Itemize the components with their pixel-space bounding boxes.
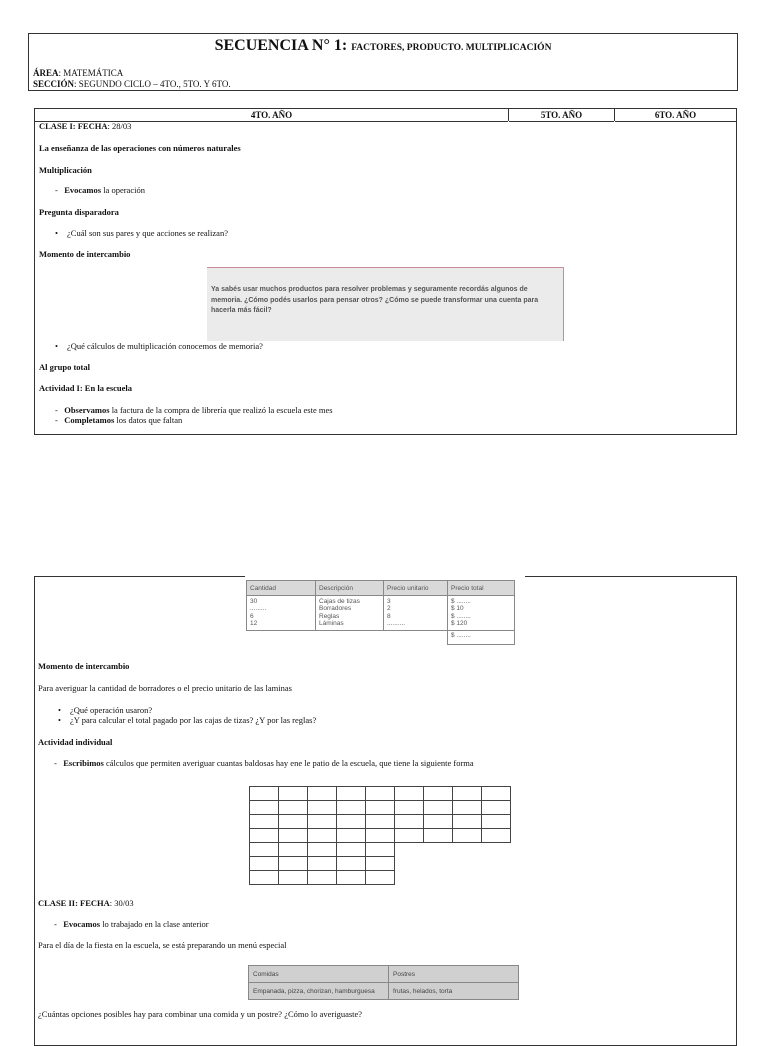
tile-cell [278, 786, 308, 801]
tile-cell [278, 842, 308, 857]
tile-cell [307, 814, 337, 829]
tile-cell [249, 786, 279, 801]
tile-cell [394, 786, 424, 801]
observamos-line: - Observamos la factura de la compra de librería que realizó la escuela este mes [55, 405, 333, 415]
tile-cell [423, 828, 453, 843]
menu-header-cell: Comidas [249, 966, 389, 983]
invoice-unit-cell: 3 2 8 .......... [384, 596, 448, 631]
column-header-5to: 5TO. AÑO [509, 109, 614, 122]
tile-cell [394, 814, 424, 829]
area-line: ÁREA: MATEMÁTICA [33, 68, 124, 78]
quote-text: Ya sabés usar muchos productos para resolver problemas y seguramente recordás algunos de memoria. ¿Cómo podés usarlos para pensar otros? ¿Cómo se puede transformar una cuenta para hacerla más fácil? [211, 286, 539, 314]
actividad-individual-heading: Actividad individual [38, 737, 113, 747]
invoice-grand-total: $ ........ [448, 630, 515, 644]
tile-cell [307, 800, 337, 815]
tile-cell [249, 814, 279, 829]
tile-cell [336, 800, 366, 815]
calculos-item: ¿Qué cálculos de multiplicación conocemos de memoria? [67, 341, 263, 351]
tile-cell [365, 828, 395, 843]
invoice-body-row [247, 596, 515, 631]
actividad1-heading: Actividad I: En la escuela [39, 383, 133, 393]
averiguar-line: Para averiguar la cantidad de borradores o el precio unitario de las laminas [38, 683, 292, 693]
question-2: ¿Y para calcular el total pagado por las cajas de tizas? ¿Y por las reglas? [70, 715, 317, 725]
pregunta-item: ¿Cuál son sus pares y que acciones se realizan? [67, 228, 228, 238]
document-header [28, 33, 738, 91]
quote-box [207, 267, 564, 341]
tile-cell [481, 786, 511, 801]
menu-postres-cell: frutas, helados, torta [389, 983, 519, 1000]
invoice-total-row [247, 630, 515, 644]
tile-cell [423, 814, 453, 829]
page-break-gap [245, 574, 525, 578]
tile-cell [336, 856, 366, 871]
tile-cell [336, 828, 366, 843]
column-header-6to: 6TO. AÑO [615, 109, 736, 122]
tile-cell [278, 870, 308, 885]
ensenanza-heading: La enseñanza de las operaciones con números naturales [39, 143, 241, 153]
invoice-total-cell: $ ........ $ 10 $ ........ $ 120 [448, 596, 515, 631]
tile-cell [365, 842, 395, 857]
completamos-line: - Completamos los datos que faltan [55, 415, 183, 425]
tile-cell [307, 842, 337, 857]
fiesta-line: Para el día de la fiesta en la escuela, se está preparando un menú especial [38, 940, 287, 950]
tile-cell [394, 828, 424, 843]
tile-cell [452, 814, 482, 829]
column-header-4to: 4TO. AÑO [35, 109, 508, 122]
tile-cell [249, 856, 279, 871]
tile-cell [452, 786, 482, 801]
grupo-total-heading: Al grupo total [39, 362, 90, 372]
clase2-heading: CLASE II: FECHA: 30/03 [38, 898, 134, 908]
clase1-heading: CLASE I: FECHA: 28/03 [39, 121, 132, 131]
invoice-qty-cell: 30 ......... 6 12 [247, 596, 316, 631]
tile-cell [249, 870, 279, 885]
seccion-line: SECCIÓN: SEGUNDO CICLO – 4TO., 5TO. Y 6TO. [33, 79, 231, 89]
multiplicacion-heading: Multiplicación [39, 165, 92, 175]
pregunta-heading: Pregunta disparadora [39, 207, 119, 217]
invoice-header-cell: Cantidad [247, 581, 316, 596]
tile-cell [481, 828, 511, 843]
tile-cell [423, 800, 453, 815]
tile-cell [481, 800, 511, 815]
tile-cell [336, 870, 366, 885]
tile-cell [481, 814, 511, 829]
tile-cell [365, 800, 395, 815]
cuantas-question: ¿Cuántas opciones posibles hay para combinar una comida y un postre? ¿Cómo lo averiguaste? [38, 1009, 363, 1019]
tile-cell [307, 856, 337, 871]
tile-cell [336, 786, 366, 801]
tile-cell [365, 856, 395, 871]
tile-cell [365, 814, 395, 829]
momento2-heading: Momento de intercambio [38, 661, 130, 671]
invoice-header-cell: Precio total [448, 581, 515, 596]
tile-cell [307, 870, 337, 885]
tile-cell [423, 786, 453, 801]
tile-cell [278, 814, 308, 829]
menu-header-row [249, 966, 519, 983]
invoice-header-cell: Precio unitario [384, 581, 448, 596]
question-1: ¿Qué operación usaron? [70, 705, 153, 715]
invoice-table [246, 580, 515, 645]
tile-cell [365, 786, 395, 801]
tile-cell [336, 842, 366, 857]
sequence-table-page1 [34, 108, 737, 435]
tile-cell [336, 814, 366, 829]
tile-cell [394, 800, 424, 815]
tile-cell [278, 828, 308, 843]
tile-cell [249, 842, 279, 857]
escribimos-line: - Escribimos cálculos que permiten averiguar cuantas baldosas hay ene le patio de la escuela, que tiene la siguiente forma [54, 758, 474, 768]
tile-cell [278, 800, 308, 815]
menu-body-row [249, 983, 519, 1000]
tile-cell [307, 828, 337, 843]
evocamos-line: - Evocamos la operación [55, 185, 145, 195]
invoice-header-cell: Descripción [316, 581, 384, 596]
tile-cell [249, 800, 279, 815]
tile-cell [307, 786, 337, 801]
menu-comidas-cell: Empanada, pizza, chorizan, hamburguesa [249, 983, 389, 1000]
tile-cell [452, 828, 482, 843]
momento-heading: Momento de intercambio [39, 249, 131, 259]
evocamos2-line: - Evocamos lo trabajado en la clase anterior [54, 919, 209, 929]
tile-cell [278, 856, 308, 871]
invoice-header-row [247, 581, 515, 596]
tile-cell [249, 828, 279, 843]
document-title: SECUENCIA N° 1: FACTORES, PRODUCTO. MULTIPLICACIÓN [214, 37, 552, 54]
menu-table [248, 965, 519, 1000]
menu-header-cell: Postres [389, 966, 519, 983]
tile-cell [452, 800, 482, 815]
invoice-desc-cell: Cajas de tizas Borradores Reglas Láminas [316, 596, 384, 631]
tile-cell [365, 870, 395, 885]
